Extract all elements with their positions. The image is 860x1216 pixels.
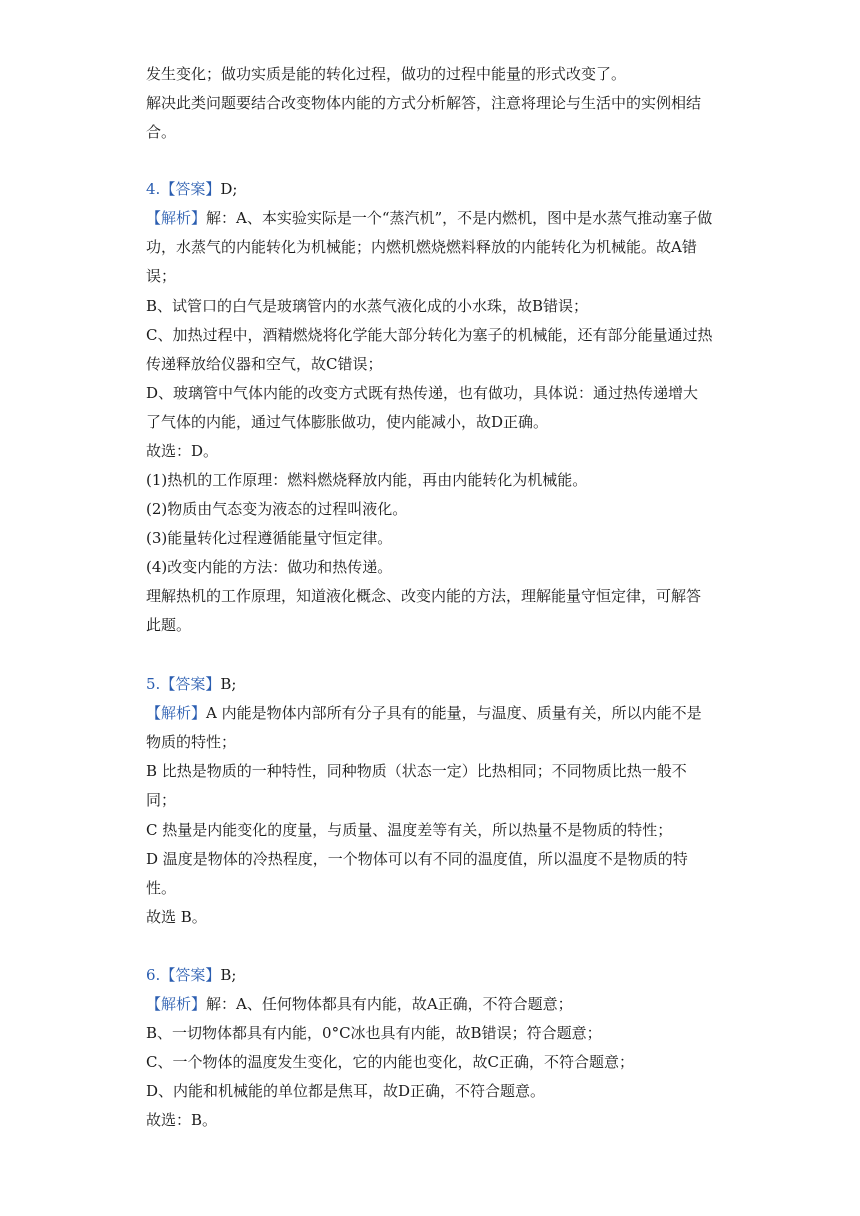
text-line: 故选：D。 (146, 442, 219, 460)
q6-explanation-line (146, 994, 746, 1014)
text-line: 故选：B。 (146, 1111, 218, 1129)
answer-value: B; (220, 966, 237, 984)
answer-tag: 【答案】 (160, 675, 221, 693)
text-line: 解决此类问题要结合改变物体内能的方式分析解答，注意将理论与生活中的实例相结 (146, 94, 702, 112)
text-line: 功，水蒸气的内能转化为机械能；内燃机燃烧燃料释放的内能转化为机械能。故A错 (146, 238, 697, 256)
answer-tag: 【答案】 (160, 966, 221, 984)
text-line: C、加热过程中，酒精燃烧将化学能大部分转化为塞子的机械能，还有部分能量通过热 (146, 326, 713, 344)
q4-explanation-line (146, 208, 746, 228)
text-line: B、一切物体都具有内能，0°C冰也具有内能，故B错误；符合题意； (146, 1024, 602, 1042)
text-line: (4)改变内能的方法：做功和热传递。 (146, 558, 393, 576)
question-number: 5. (146, 675, 161, 693)
explanation-tag: 【解析】 (146, 995, 207, 1013)
answer-value: D; (220, 180, 238, 198)
q6-answer-line (146, 965, 746, 985)
text-line: 理解热机的工作原理，知道液化概念、改变内能的方法，理解能量守恒定律，可解答 (146, 587, 702, 605)
answer-tag: 【答案】 (160, 180, 221, 198)
text-line: D 温度是物体的冷热程度，一个物体可以有不同的温度值，所以温度不是物质的特 (146, 850, 688, 868)
text-line: 故选 B。 (146, 908, 207, 926)
text-line: 发生变化；做功实质是能的转化过程，做功的过程中能量的形式改变了。 (146, 65, 627, 83)
text-line: B 比热是物质的一种特性，同种物质（状态一定）比热相同；不同物质比热一般不 (146, 762, 687, 780)
text-line: C 热量是内能变化的度量，与质量、温度差等有关，所以热量不是物质的特性； (146, 821, 673, 839)
text-line: C、一个物体的温度发生变化，它的内能也变化，故C正确，不符合题意； (146, 1053, 634, 1071)
explanation-tag: 【解析】 (146, 209, 207, 227)
text-line: 了气体的内能，通过气体膨胀做功，使内能减小，故D正确。 (146, 413, 549, 431)
text-line: 解：A、任何物体都具有内能，故A正确，不符合题意； (206, 995, 573, 1013)
text-line: D、玻璃管中气体内能的改变方式既有热传递，也有做功，具体说：通过热传递增大 (146, 384, 699, 402)
text-line: (3)能量转化过程遵循能量守恒定律。 (146, 529, 393, 547)
text-line: B、试管口的白气是玻璃管内的水蒸气液化成的小水珠，故B错误； (146, 297, 589, 315)
q5-answer-line (146, 674, 746, 694)
text-line: 解：A、本实验实际是一个“蒸汽机”，不是内燃机，图中是水蒸气推动塞子做 (206, 209, 713, 227)
answer-value: B; (220, 675, 237, 693)
q5-explanation-line (146, 703, 746, 723)
text-line: D、内能和机械能的单位都是焦耳，故D正确，不符合题意。 (146, 1082, 546, 1100)
text-line: 此题。 (146, 616, 192, 634)
question-number: 4. (146, 180, 161, 198)
text-line: 同； (146, 791, 177, 809)
text-line: 误； (146, 267, 177, 285)
text-line: (1)热机的工作原理：燃料燃烧释放内能，再由内能转化为机械能。 (146, 471, 588, 489)
text-line: 传递释放给仪器和空气，故C错误； (146, 355, 383, 373)
text-line: 合。 (146, 123, 177, 141)
text-line: 物质的特性； (146, 733, 237, 751)
text-line: (2)物质由气态变为液态的过程叫液化。 (146, 500, 408, 518)
text-line: 性。 (146, 879, 177, 897)
q4-answer-line (146, 179, 746, 199)
question-number: 6. (146, 966, 161, 984)
explanation-tag: 【解析】 (146, 704, 207, 722)
text-line: A 内能是物体内部所有分子具有的能量，与温度、质量有关，所以内能不是 (206, 704, 702, 722)
